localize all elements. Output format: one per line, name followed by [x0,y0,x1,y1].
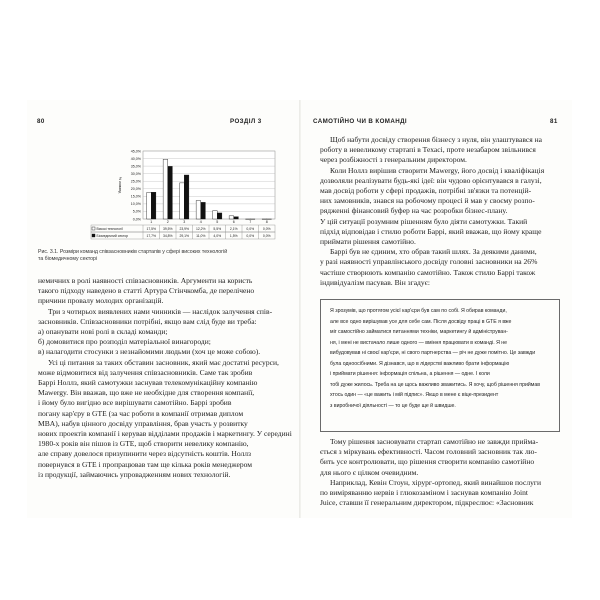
caption-line: Рис. 3.1. Розміри команд співзасновників стартапів у сфері високих технологій [38,249,228,255]
table-cell: 29,1% [179,233,190,238]
text-line: мав досвід роботи у сфері продажів, потрібні зв'язки та потенцій- [320,186,532,196]
text-line: по виміряванню нервів і глюкозаміном і заснував компанію Joint [320,488,528,498]
quote-box [320,299,560,432]
x-tick-label: 3 [183,220,186,224]
text-line: дозволяли реалізувати будь-які ідеї: він чудово орієнтувався в галузі, [320,175,542,185]
text-line: б) домовитися про розподіл матеріальної винагороди; [38,337,211,347]
text-line: ється з міркувань ефективності. Часом головний засновник так лю- [320,447,537,457]
text-line: з виробничої діяльності — то це буде ще й швидше. [330,402,456,409]
text-line: частіше створюють компанію самотійно. Також стилю Баррі також [320,267,536,277]
text-line: може відмовитися від залучення співзасновників. Саме так зробив [38,367,253,377]
text-line: але все одно вирішував усе для себе сам. Після досвіду праці в GTE я вже [330,318,512,325]
text-line: була одноосібними. Я дізнався, що в лідерстві важливо брати інформацію [330,360,510,367]
text-line: в) налагодити стосунки з незнайомими людьми (хоч це може собою). [38,347,261,357]
y-tick-label: 40,0% [130,156,141,161]
y-tick-label: 10,0% [130,202,141,207]
table-cell: 23,9% [179,226,190,231]
bar-high-tech [213,211,218,219]
figure-caption [38,249,288,263]
text-line: Баррі був не єдиним, хто обрав такий шлях. За деякими даними, [330,247,537,257]
text-line: Щоб набути досвіду створення бізнесу з нуля, він улаштувався на [330,135,542,144]
table-cell: 11,0% [196,233,206,238]
table-cell: 12,2% [195,226,206,231]
text-line: 1980-х років він пішов із GTE, щоб створити невелику компанію, [38,439,249,449]
bar-biomedical [201,202,206,219]
text-line: через розбіжності з генеральним директором. [320,155,467,165]
table-cell: 0,0% [246,226,255,231]
x-tick-label: 6 [232,220,235,224]
x-tick-label: 8 [265,220,268,224]
legend-key [92,227,95,230]
y-tick-label: 30,0% [130,171,141,176]
bar-biomedical [184,175,189,219]
table-cell: 17,7% [146,233,157,238]
y-tick-label: 15,0% [130,194,141,199]
bar-biomedical [151,192,156,219]
x-tick-label: 4 [199,220,202,224]
text-line: індивідуалізм пасував. Він згадує: [320,277,430,287]
text-line: погану кар'єру в GTE (за час роботи в компанії отримав диплом [38,408,244,418]
caption-line: та біомедичному секторі [38,255,98,262]
table-cell: 5,5% [213,226,222,231]
y-tick-label: 0,0% [132,217,141,222]
text-line: Коли Ноллз вирішив створити Mawergy, його досвід і кваліфікація [330,165,545,175]
left-running-title: РОЗДІЛ 3 [230,118,262,125]
text-line: Наприклад, Кевін Стоун, хірург-ортопед, який винайшов послуги [330,477,542,487]
text-line: такого підходу наведено в статті Артура Стінчкомба, де перелічено [38,286,255,296]
legend-label: Високі технології [96,226,123,231]
y-axis-label: % команд [118,176,122,194]
bar-high-tech [229,216,234,219]
right-page-body-continued [320,437,562,508]
text-line: ня, і мені не вистачало лише одного — вміння працювати в команді. Я не [330,339,508,346]
bar-biomedical [234,217,239,219]
text-line: Баррі Ноллз, який самотужки заснував телекомунікаційну компанію [38,378,258,388]
x-tick-label: 1 [150,220,153,224]
text-line: для нього є цілком очевидним. [320,467,419,477]
text-line: Тому рішення засновувати стартап самотійно не завжди прийма- [330,437,539,446]
legend-key [92,234,95,237]
text-line: Mawergy. Він вважав, що вже не необхідне для створення компанії, [38,388,255,398]
bar-biomedical [168,166,173,219]
left-page-body [38,276,292,480]
table-cell: 4,0% [213,233,222,238]
y-tick-label: 35,0% [130,164,141,169]
text-line: бить усе контролювати, що рішення створити компанію самотійно [320,457,535,467]
text-line: а) опанувати нові ролі в складі команди; [38,327,168,337]
plot-area [143,151,275,219]
text-line: тобі дуже жилось. Треба на це щось важливо зважитись. Я хочу, щоб рішення приймав [330,381,540,388]
y-tick-label: 45,0% [130,149,141,154]
right-running-title: САМОТІЙНО ЧИ В КОМАНДІ [313,118,408,125]
text-line: Усі ці питання за таких обставин засновник, який має достатні ресурси, [48,357,279,367]
text-line: хтось один — «це важить і мій підпис». Якщо в мене є віце-президент [330,392,499,399]
x-tick-label: 2 [166,220,169,224]
legend-label: Біомедичний сектор [96,233,129,238]
text-line: але справу довелося призупинити через відсутність коштів. Ноллз [38,449,252,459]
text-line: засновників. Співзасновники потрібні, якщо вам слід буде ви треба: [38,316,257,326]
table-cell: 39,5% [162,226,173,231]
right-page-body [320,135,562,288]
table-cell: 34,8% [162,233,173,238]
y-tick-label: 5,0% [132,209,141,214]
table-cell: 17,5% [146,226,157,231]
text-line: вибудовував ні своєї кар'єри, ні свого партнерства — річ не дуже помітно. Це завжди [330,350,536,357]
book-gutter [299,100,301,518]
y-tick-label: 20,0% [130,187,141,192]
text-line: у разі наявності управлінського досвіду головні засновники на 26% [320,257,538,267]
left-page-number: 80 [37,118,45,125]
table-cell: 0,0% [262,233,271,238]
text-line: рядженні фінансовий буфер на час розробки бізнес-плану. [320,206,508,216]
x-tick-label: 7 [249,220,252,224]
text-line: них замовників, знався на робочому процесі й мав у своєму розпо- [320,196,535,206]
text-line: міг самостійно займатися питаннями техніки, маркетингу й адмініструван- [330,329,508,336]
team-size-chart [90,143,290,243]
bar-high-tech [180,183,185,219]
text-line: немичних в ролі наявності співзасновників. Аргументи на користь [38,276,253,285]
text-line: Три з чотирьох виявлених нами чинників — наслідок залучення спів- [48,306,273,316]
text-line: MBA), набув цінного досвіду управління, брав участь у розвитку [38,418,248,428]
table-cell: 0,0% [262,226,271,231]
text-line: підхід відповідав і стилю роботи Баррі, який вважав, що йому краще [320,226,542,236]
text-line: і йому було вигідно все вирішувати самотійно. Баррі зробив [38,398,232,408]
text-line: повернувся в GTE і пропрацював там ще кілька років менеджером [38,459,253,469]
text-line: і приймати рішення: інформація спільна, а рішення — одне. І коли [330,371,490,378]
bar-high-tech [196,201,201,219]
y-tick-label: 25,0% [130,179,141,184]
bar-high-tech [163,159,168,219]
text-line: приймати рішення самотійно. [320,237,416,247]
text-line: роботу в невеликому стартапі в Техасі, проте незабаром звільнився [320,145,536,155]
table-cell: 1,5% [229,233,238,238]
table-cell: 2,1% [229,226,238,231]
text-line: із продукції, займаючись упровадженням нових технологій. [38,469,231,479]
right-page-number: 81 [550,118,558,125]
text-line: Я зрозумів, що протягом усієї кар'єри був сам по собі. Я обирав команди, [330,308,507,314]
x-tick-label: 5 [216,220,219,224]
table-cell: 0,0% [246,233,255,238]
bar-biomedical [217,213,222,219]
text-line: У цій ситуації розумним рішенням було діяти самотужки. Такий [320,216,528,226]
text-line: причини провалу молодих організацій. [38,296,164,306]
bar-high-tech [147,193,152,219]
text-line: Juice, ставши її генеральним директором, підкреслює: «Засновник [320,498,534,508]
text-line: нових проектів компанії і керував відділами продажів і маркетингу. У середині [38,429,292,439]
